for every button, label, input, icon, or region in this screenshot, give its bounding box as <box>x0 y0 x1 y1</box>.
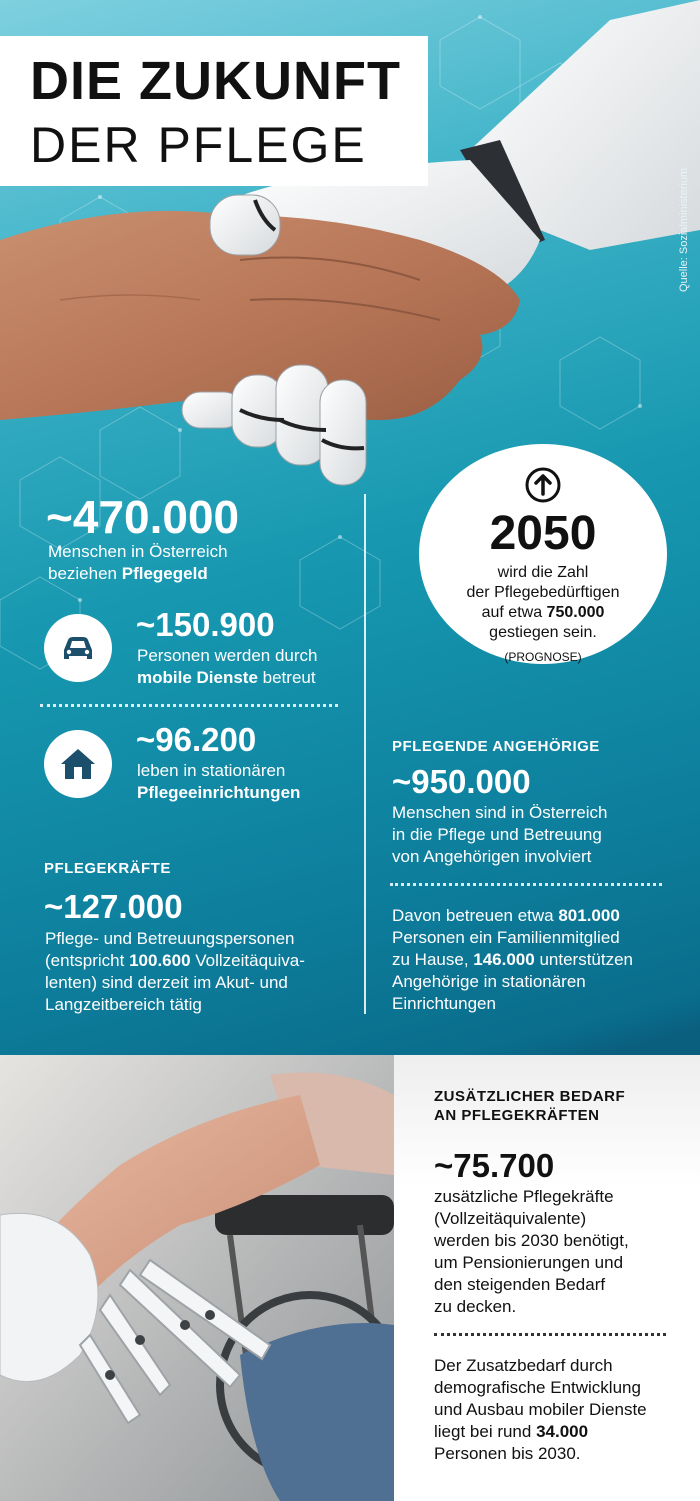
title-line-1: DIE ZUKUNFT <box>30 51 401 111</box>
source-note: Quelle: Sozialministerium <box>678 167 690 292</box>
prognose-note: (PROGNOSE) <box>504 650 582 664</box>
stat-stationaer-value: ~96.200 <box>136 721 257 758</box>
title-box <box>0 36 428 186</box>
pflegekraefte-text: Pflege- und Betreuungspersonen (entspricht 100.600 Vollzeitäquiva- lenten) sind derzeit im Akut- und Langzeitbereich tätig <box>45 929 305 1014</box>
stat-stationaer-text: leben in stationären Pflegeeinrichtungen <box>137 761 301 802</box>
bottom-section <box>0 1055 700 1501</box>
robot-hand-image <box>0 1055 394 1501</box>
bedarf-label: ZUSÄTZLICHER BEDARF AN PFLEGEKRÄFTEN <box>434 1088 626 1124</box>
stat-pflegegeld-value: ~470.000 <box>46 491 240 543</box>
car-icon <box>44 614 112 682</box>
stat-pflegegeld-text: Menschen in Österreich beziehen Pflegegeld <box>48 542 228 583</box>
prognose-bubble <box>419 444 667 664</box>
prognose-text: wird die Zahl der Pflegebedürftigen auf etwa 750.000 gestiegen sein. <box>466 564 620 641</box>
angehoerige-detail-text: Davon betreuen etwa 801.000 Personen ein Familienmitglied zu Hause, 146.000 unterstützen Angehörige in stationären Einrichtungen <box>392 906 633 1013</box>
arrow-up-circle-icon <box>524 466 562 504</box>
dotted-separator <box>434 1333 666 1336</box>
stat-mobile-value: ~150.900 <box>136 606 275 643</box>
bedarf-panel <box>394 1055 700 1501</box>
pflegekraefte-label: PFLEGEKRÄFTE <box>44 860 171 877</box>
bedarf-detail-text: Der Zusatzbedarf durch demografische Entwicklung und Ausbau mobiler Dienste liegt bei rund 34.000 Personen bis 2030. <box>434 1356 647 1463</box>
column-divider <box>364 494 366 1014</box>
dotted-separator <box>40 704 338 707</box>
house-icon <box>44 730 112 798</box>
angehoerige-label: PFLEGENDE ANGEHÖRIGE <box>392 738 600 755</box>
bedarf-value: ~75.700 <box>434 1147 555 1184</box>
prognose-year: 2050 <box>489 507 597 560</box>
stat-mobile-text: Personen werden durch mobile Dienste betreut <box>137 646 318 687</box>
angehoerige-text: Menschen sind in Österreich in die Pflege und Betreuung von Angehörigen involviert <box>392 803 608 866</box>
pflegekraefte-value: ~127.000 <box>44 888 183 925</box>
dotted-separator <box>390 883 662 886</box>
bedarf-text: zusätzliche Pflegekräfte (Vollzeitäquivalente) werden bis 2030 benötigt, um Pensionierungen und den steigenden Bedarf zu decken. <box>434 1187 629 1316</box>
angehoerige-value: ~950.000 <box>392 763 531 800</box>
title-line-2: DER PFLEGE <box>30 117 367 173</box>
